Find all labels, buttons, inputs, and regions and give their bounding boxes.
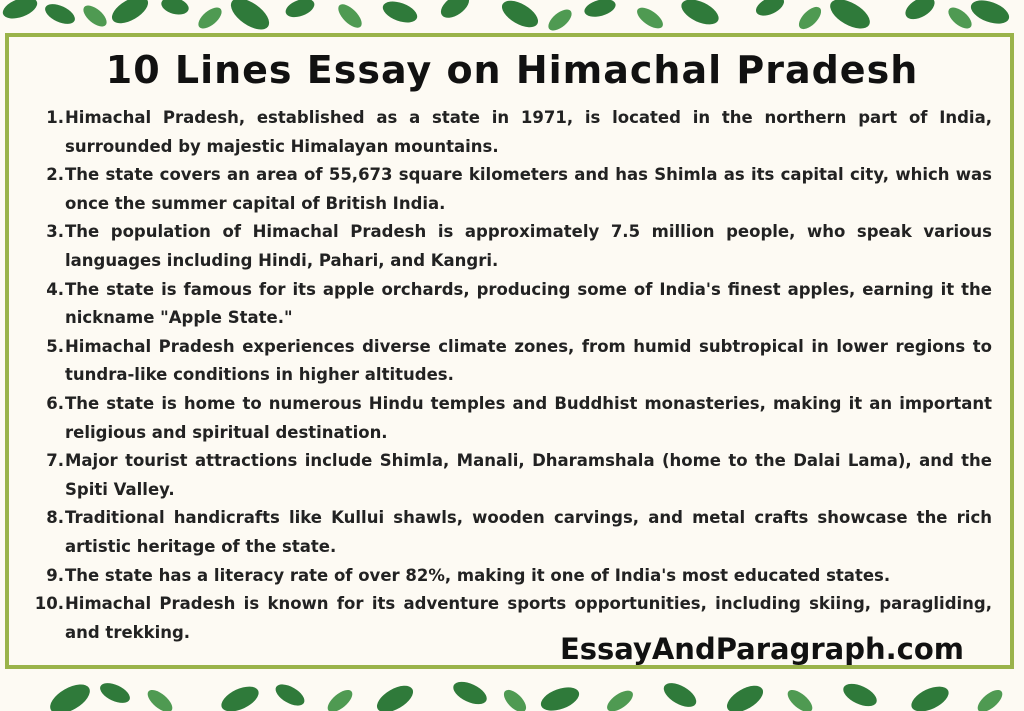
list-item [30,504,992,561]
bottom-leaf-decoration [0,671,1024,711]
site-brand: EssayAndParagraph.com [559,632,964,666]
item-text: The state is famous for its apple orchards, producing some of India's finest apples, earning it the nickname "Apple State." [65,279,992,328]
item-text: Traditional handicrafts like Kullui shawls, wooden carvings, and metal crafts showcase the rich artistic heritage of the state. [65,508,992,556]
item-text: Major tourist attractions include Shimla, Manali, Dharamshala (home to the Dalai Lama), and the Spiti Valley. [65,451,992,499]
list-item [30,276,992,333]
item-number: 9. [46,565,64,585]
item-number: 1. [46,108,64,127]
item-text: The state is home to numerous Hindu temples and Buddhist monasteries, making it an important religious and spiritual destination. [65,393,992,442]
item-number: 8. [46,508,64,528]
item-number: 10. [34,594,64,614]
item-text: The state covers an area of 55,673 square kilometers and has Shimla as its capital city, which was once the summer capital of British India. [65,165,992,213]
item-number: 6. [46,393,64,413]
item-text: The population of Himachal Pradesh is approximately 7.5 million people, who speak various languages including Hindi, Pahari, and Kangri. [65,222,992,270]
item-number: 4. [46,279,64,299]
list-item [30,562,992,591]
list-item [30,390,992,447]
list-item [30,333,992,390]
list-item [30,104,992,161]
item-number: 2. [46,165,64,185]
item-text: Himachal Pradesh, established as a state in 1971, is located in the northern part of India, surrounded by majestic Himalayan mountains. [65,108,992,156]
list-item [30,218,992,275]
item-number: 5. [46,336,64,356]
item-number: 7. [46,451,64,471]
page-title: 10 Lines Essay on Himachal Pradesh [105,48,919,92]
list-item [30,161,992,218]
item-text: Himachal Pradesh experiences diverse climate zones, from humid subtropical in lower regions to tundra-like conditions in higher altitudes. [65,336,992,385]
item-number: 3. [46,222,64,242]
item-text: Himachal Pradesh is known for its adventure sports opportunities, including skiing, paragliding, and trekking. [65,594,992,642]
list-item [30,447,992,504]
essay-list [30,104,992,647]
item-text: The state has a literacy rate of over 82%, making it one of India's most educated states. [65,565,891,585]
